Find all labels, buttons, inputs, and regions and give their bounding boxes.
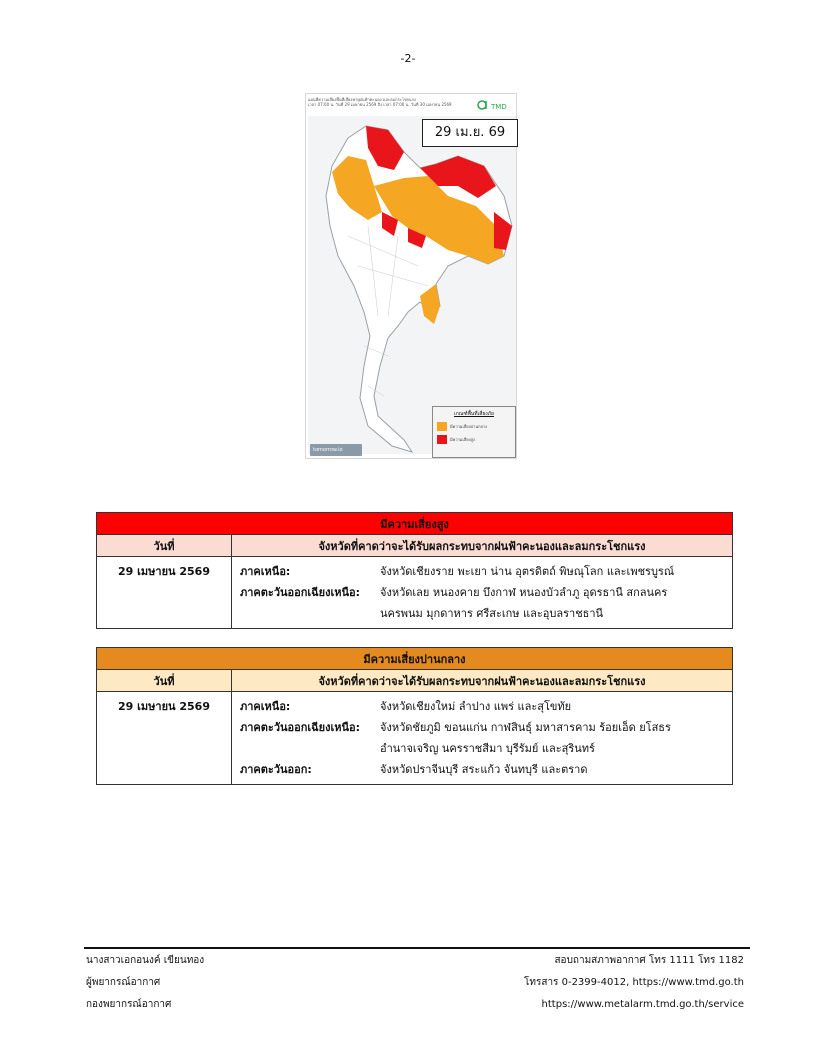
province-list: จังหวัดชัยภูมิ ขอนแก่น กาฬสินธุ์ มหาสารคาม ร้อยเอ็ด ยโสธร bbox=[380, 721, 671, 734]
list-item bbox=[240, 582, 726, 603]
region-label: ภาคเหนือ: bbox=[240, 565, 291, 578]
map-header-line2: เวลา 07:00 น. วันที่ 29 เมษายน 2569 ถึง เวลา 07:00 น. วันที่ 30 เมษายน 2569 bbox=[308, 102, 452, 107]
medium-risk-table bbox=[96, 647, 733, 785]
high-risk-col-provinces: จังหวัดที่คาดว่าจะได้รับผลกระทบจากฝนฟ้าคะนองและลมกระโชกแรง bbox=[232, 535, 733, 557]
region-label: ภาคตะวันออกเฉียงเหนือ: bbox=[240, 586, 361, 599]
province-list: อำนาจเจริญ นครราชสีมา บุรีรัมย์ และสุรินทร์ bbox=[380, 742, 595, 755]
legend-item-medium bbox=[437, 422, 515, 431]
map-header-line1: แผนที่ความเสี่ยงพื้นที่เสี่ยงพายุฝนฟ้าคะนอง และลมกระโชกแรง bbox=[308, 97, 416, 102]
medium-risk-col-date: วันที่ bbox=[97, 670, 232, 692]
footer-divider bbox=[84, 947, 750, 949]
list-item bbox=[240, 696, 726, 717]
list-item bbox=[240, 759, 726, 780]
province-list: จังหวัดเลย หนองคาย บึงกาฬ หนองบัวลำภู อุดรธานี สกลนคร bbox=[380, 586, 668, 599]
region-label: ภาคเหนือ: bbox=[240, 700, 291, 713]
legend-label-medium: มีความเสี่ยงปานกลาง bbox=[450, 424, 488, 429]
medium-risk-date: 29 เมษายน 2569 bbox=[97, 692, 232, 785]
list-item bbox=[240, 561, 726, 582]
high-risk-table bbox=[96, 512, 733, 629]
forecaster-name: นางสาวเอกอนงค์ เขียนทอง bbox=[86, 955, 205, 966]
high-risk-provinces bbox=[232, 557, 733, 629]
contact-fax-website: โทรสาร 0-2399-4012, https://www.tmd.go.th bbox=[524, 977, 744, 988]
medium-risk-provinces bbox=[232, 692, 733, 785]
contact-phone: สอบถามสภาพอากาศ โทร 1111 โทร 1182 bbox=[554, 955, 744, 966]
legend-swatch-high bbox=[437, 435, 447, 444]
page-number: -2- bbox=[400, 52, 416, 65]
risk-map bbox=[305, 93, 517, 459]
brand-badge: tomorrow.io bbox=[310, 444, 362, 456]
tmd-logo-text: TMD bbox=[491, 103, 507, 111]
province-list: จังหวัดปราจีนบุรี สระแก้ว จันทบุรี และตราด bbox=[380, 763, 588, 776]
high-risk-col-date: วันที่ bbox=[97, 535, 232, 557]
legend-swatch-medium bbox=[437, 422, 447, 431]
province-list: นครพนม มุกดาหาร ศรีสะเกษ และอุบลราชธานี bbox=[380, 607, 604, 620]
region-label: ภาคตะวันออกเฉียงเหนือ: bbox=[240, 721, 361, 734]
map-date-label: 29 เม.ย. 69 bbox=[422, 119, 518, 147]
legend-title: เกณฑ์พื้นที่เสี่ยงภัย bbox=[454, 411, 494, 417]
legend-item-high bbox=[437, 435, 515, 444]
map-legend bbox=[432, 406, 516, 458]
forecaster-title: ผู้พยากรณ์อากาศ bbox=[86, 977, 161, 988]
medium-risk-col-provinces: จังหวัดที่คาดว่าจะได้รับผลกระทบจากฝนฟ้าคะนองและลมกระโชกแรง bbox=[232, 670, 733, 692]
list-item bbox=[240, 738, 726, 759]
footer-contact bbox=[524, 950, 744, 1016]
region-label bbox=[240, 603, 380, 624]
high-risk-title: มีความเสี่ยงสูง bbox=[97, 513, 733, 535]
list-item bbox=[240, 603, 726, 624]
list-item bbox=[240, 717, 726, 738]
thailand-map bbox=[308, 116, 516, 454]
legend-label-high: มีความเสี่ยงสูง bbox=[450, 437, 475, 442]
high-risk-date: 29 เมษายน 2569 bbox=[97, 557, 232, 629]
forecaster-division: กองพยากรณ์อากาศ bbox=[86, 999, 172, 1010]
region-label bbox=[240, 738, 380, 759]
map-header bbox=[308, 97, 478, 107]
province-list: จังหวัดเชียงราย พะเยา น่าน อุตรดิตถ์ พิษณุโลก และเพชรบูรณ์ bbox=[380, 565, 675, 578]
tmd-logo bbox=[476, 97, 510, 111]
province-list: จังหวัดเชียงใหม่ ลำปาง แพร่ และสุโขทัย bbox=[380, 700, 572, 713]
contact-service-url: https://www.metalarm.tmd.go.th/service bbox=[541, 999, 744, 1010]
region-label: ภาคตะวันออก: bbox=[240, 763, 312, 776]
footer-signature bbox=[86, 950, 204, 1016]
medium-risk-title: มีความเสี่ยงปานกลาง bbox=[97, 648, 733, 670]
